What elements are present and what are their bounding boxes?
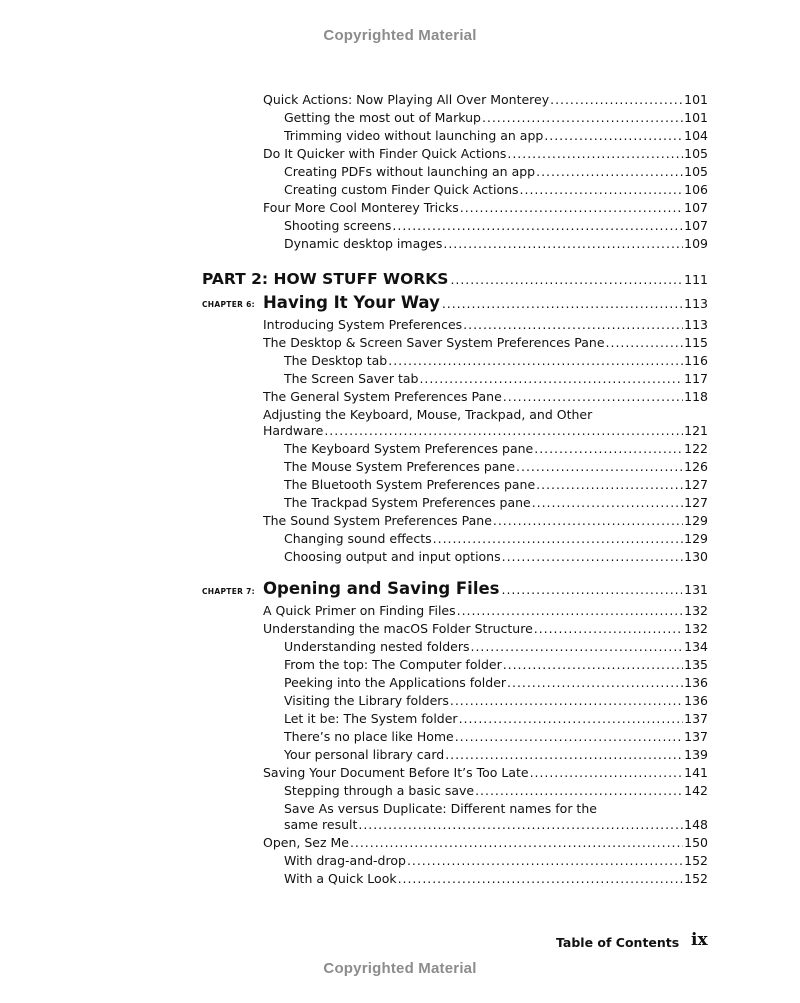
toc-subentry: Creating PDFs without launching an app . . . 105 (284, 163, 708, 181)
toc-subentry: The Desktop tab . . . 116 (284, 352, 708, 370)
toc-entry: The Desktop & Screen Saver System Preferences Pane . . . 115 (263, 334, 708, 352)
toc-subentry: Visiting the Library folders . . . 136 (284, 692, 708, 710)
toc-entry: Hardware . . . 121 (263, 422, 708, 440)
running-footer-label: Table of Contents (556, 935, 680, 950)
chapter-label: CHAPTER 7: (202, 587, 255, 596)
toc-entry: Quick Actions: Now Playing All Over Monterey . . . 101 (263, 91, 708, 109)
chapter-heading: Having It Your Way . . . 113 (263, 293, 708, 312)
chapter-label: CHAPTER 6: (202, 300, 255, 309)
toc-subentry: same result . . . 148 (284, 816, 708, 834)
toc-subentry: Changing sound effects . . . 129 (284, 530, 708, 548)
part-heading: PART 2: HOW STUFF WORKS . . . 111 (202, 270, 708, 288)
toc-subentry: With a Quick Look . . . 152 (284, 870, 708, 888)
toc-subentry: The Mouse System Preferences pane . . . 126 (284, 458, 708, 476)
toc-subentry: There’s no place like Home . . . 137 (284, 728, 708, 746)
toc-subentry: The Screen Saver tab . . . 117 (284, 370, 708, 388)
toc-entry: The General System Preferences Pane . . . 118 (263, 388, 708, 406)
toc-entry: Four More Cool Monterey Tricks . . . 107 (263, 199, 708, 217)
toc-entry: Understanding the macOS Folder Structure . . . 132 (263, 620, 708, 638)
toc-entry: Saving Your Document Before It’s Too Late . . . 141 (263, 764, 708, 782)
toc-subentry-wrapped-first: Save As versus Duplicate: Different names for the (284, 801, 597, 816)
toc-subentry: The Bluetooth System Preferences pane . . . 127 (284, 476, 708, 494)
toc-subentry: Choosing output and input options . . . 130 (284, 548, 708, 566)
toc-subentry: Creating custom Finder Quick Actions . . . 106 (284, 181, 708, 199)
toc-subentry: The Trackpad System Preferences pane . . . 127 (284, 494, 708, 512)
toc-subentry: Stepping through a basic save . . . 142 (284, 782, 708, 800)
toc-subentry: Dynamic desktop images . . . 109 (284, 235, 708, 253)
toc-subentry: Shooting screens . . . 107 (284, 217, 708, 235)
watermark-bottom: Copyrighted Material (323, 960, 477, 977)
chapter-heading: Opening and Saving Files . . . 131 (263, 579, 708, 598)
toc-entry: The Sound System Preferences Pane . . . 129 (263, 512, 708, 530)
toc-subentry: Let it be: The System folder . . . 137 (284, 710, 708, 728)
toc-entry: A Quick Primer on Finding Files . . . 132 (263, 602, 708, 620)
toc-subentry: With drag-and-drop . . . 152 (284, 852, 708, 870)
toc-entry: Introducing System Preferences . . . 113 (263, 316, 708, 334)
toc-subentry: Trimming video without launching an app . . . 104 (284, 127, 708, 145)
toc-subentry: Understanding nested folders . . . 134 (284, 638, 708, 656)
toc-subentry: From the top: The Computer folder . . . 135 (284, 656, 708, 674)
toc-subentry: The Keyboard System Preferences pane . . . 122 (284, 440, 708, 458)
toc-subentry: Your personal library card . . . 139 (284, 746, 708, 764)
toc-entry: Open, Sez Me . . . 150 (263, 834, 708, 852)
page-number: ix (691, 930, 708, 950)
toc-entry-wrapped-first: Adjusting the Keyboard, Mouse, Trackpad, and Other (263, 407, 593, 422)
toc-subentry: Peeking into the Applications folder . . . 136 (284, 674, 708, 692)
toc-entry: Do It Quicker with Finder Quick Actions . . . 105 (263, 145, 708, 163)
toc-subentry: Getting the most out of Markup . . . 101 (284, 109, 708, 127)
watermark-top: Copyrighted Material (323, 27, 477, 44)
